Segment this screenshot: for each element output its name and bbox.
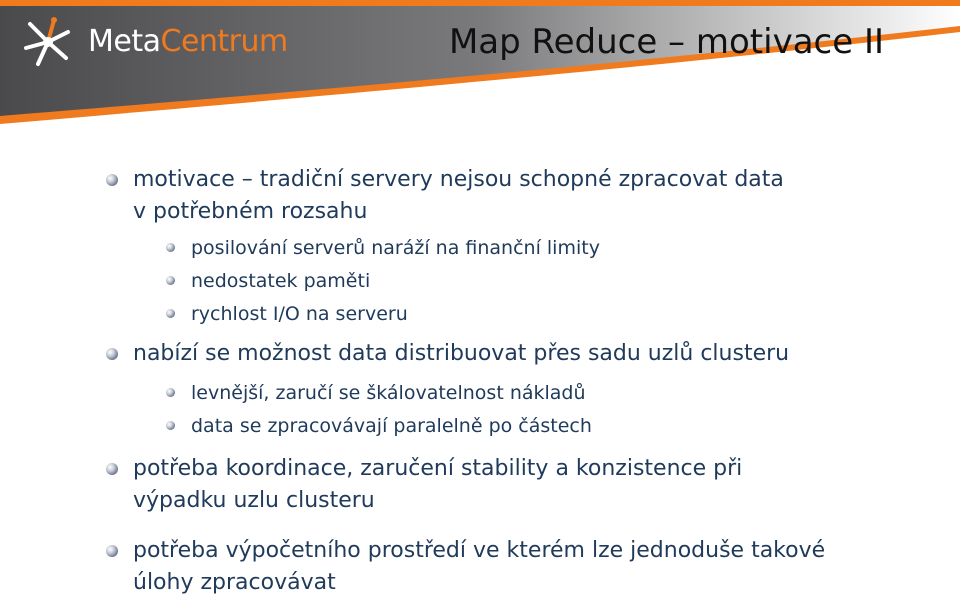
bullet-line: potřeba koordinace, zaručení stability a konzistence při (133, 456, 743, 481)
bullet-text (133, 535, 825, 599)
sub-bullet-text: levnější, zaručí se škálovatelnost nákladů (191, 382, 586, 404)
sub-bullet-text: posilování serverů naráží na finanční limity (191, 237, 600, 259)
sub-bullet-marker (166, 309, 175, 318)
bullet-line: potřeba výpočetního prostředí ve kterém lze jednoduše takové (133, 538, 826, 563)
sub-bullet-text: nedostatek paměti (191, 270, 371, 292)
sub-bullet-marker (166, 421, 175, 430)
bullet-marker (106, 174, 118, 186)
bullet-marker (106, 463, 118, 475)
bullet-line: nabízí se možnost data distribuovat přes sadu uzlů clusteru (133, 341, 790, 366)
sub-bullet-text: rychlost I/O na serveru (191, 303, 408, 325)
sub-bullet-text: data se zpracovávají paralelně po částech (191, 415, 592, 437)
bullet-line: úlohy zpracovávat (133, 570, 336, 595)
sub-bullet-marker (166, 276, 175, 285)
sub-bullet-marker (166, 243, 175, 252)
bullet-line: motivace – tradiční servery nejsou schopné zpracovat data (133, 167, 784, 192)
bullet-marker (106, 545, 118, 557)
bullet-text (133, 164, 784, 228)
bullet-text (133, 338, 789, 370)
bullet-marker (106, 348, 118, 360)
bullet-line: výpadku uzlu clusteru (133, 488, 375, 513)
sub-bullet-marker (166, 388, 175, 397)
logo-meta-text: Meta (88, 24, 161, 59)
slide-title: Map Reduce – motivace II (448, 22, 884, 62)
logo-centrum-text: Centrum (160, 24, 288, 59)
bullet-text (133, 453, 742, 517)
bullet-line: v potřebném rozsahu (133, 199, 368, 224)
